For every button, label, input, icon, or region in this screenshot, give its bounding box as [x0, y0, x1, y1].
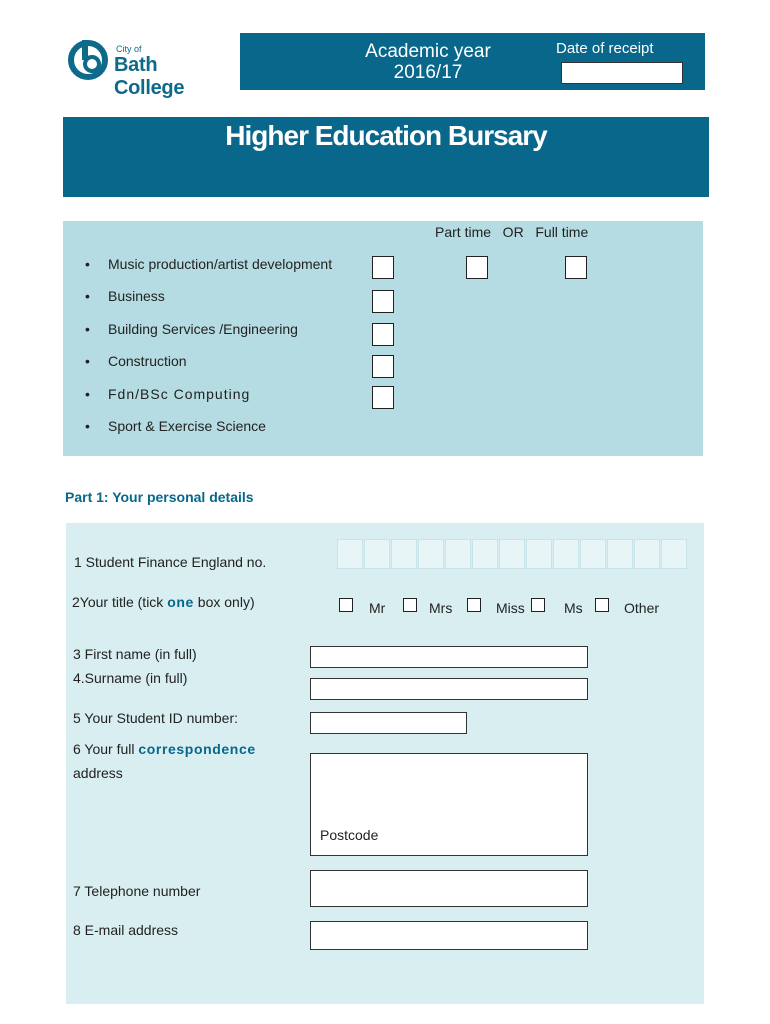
title-label-post: box only) [193, 594, 255, 610]
sfe-digit-cell[interactable] [472, 539, 498, 569]
course-label: Construction [108, 353, 187, 369]
bullet: • [85, 386, 90, 402]
personal-details-panel [66, 523, 704, 1004]
address-label-pre: 6 Your full [73, 741, 139, 757]
title-mrs-checkbox[interactable] [403, 598, 417, 612]
course-checkbox-building-services[interactable] [372, 323, 394, 346]
sfe-digit-cell[interactable] [499, 539, 525, 569]
bullet: • [85, 321, 90, 337]
title-label [72, 594, 255, 610]
student-id-field[interactable] [310, 712, 467, 734]
surname-field[interactable] [310, 678, 588, 700]
address-field[interactable] [310, 753, 588, 856]
part-time-checkbox-music[interactable] [466, 256, 488, 279]
postcode-label: Postcode [320, 827, 379, 843]
date-of-receipt-label: Date of receipt [556, 40, 654, 57]
sfe-digit-cell[interactable] [607, 539, 633, 569]
academic-year-label: Academic year [365, 41, 491, 62]
title-ms-label: Ms [564, 600, 583, 616]
courses-panel [63, 221, 703, 456]
date-of-receipt-field[interactable] [561, 62, 683, 84]
title-mrs-label: Mrs [429, 600, 453, 616]
sfe-digit-cell[interactable] [391, 539, 417, 569]
bullet: • [85, 256, 90, 272]
title-mr-label: Mr [369, 600, 386, 616]
logo-name: Bath College [114, 54, 185, 99]
sfe-digit-cell[interactable] [580, 539, 606, 569]
page-title: Higher Education Bursary [225, 120, 547, 151]
academic-year-value: 2016/17 [393, 62, 463, 83]
sfe-digit-cell[interactable] [445, 539, 471, 569]
telephone-label: 7 Telephone number [73, 883, 201, 899]
course-label: Music production/artist development [108, 256, 333, 272]
sfe-label: 1 Student Finance England no. [74, 554, 267, 570]
address-label [73, 741, 256, 757]
surname-label: 4.Surname (in full) [73, 670, 188, 686]
title-label-emphasis: one [167, 594, 194, 610]
course-checkbox-business[interactable] [372, 290, 394, 313]
course-label: Sport & Exercise Science [108, 418, 266, 434]
telephone-field[interactable] [310, 870, 588, 907]
logo-small-text: City of [116, 44, 142, 54]
college-logo [68, 40, 228, 99]
title-mr-checkbox[interactable] [339, 598, 353, 612]
course-checkbox-music[interactable] [372, 256, 394, 279]
header-box [240, 33, 705, 90]
academic-year [338, 41, 518, 83]
address-label-line2: address [73, 765, 123, 781]
title-other-label: Other [624, 600, 660, 616]
title-other-checkbox[interactable] [595, 598, 609, 612]
full-time-checkbox-music[interactable] [565, 256, 587, 279]
title-ms-checkbox[interactable] [531, 598, 545, 612]
address-label-emphasis: correspondence [138, 741, 256, 757]
sfe-digit-cell[interactable] [526, 539, 552, 569]
student-id-label: 5 Your Student ID number: [73, 710, 238, 726]
sfe-digit-cell[interactable] [418, 539, 444, 569]
part1-heading: Part 1: Your personal details [65, 489, 254, 505]
sfe-digit-cell[interactable] [634, 539, 660, 569]
title-band [63, 117, 709, 197]
logo-mark-icon [68, 40, 108, 80]
course-label: Building Services /Engineering [108, 321, 298, 337]
sfe-digit-cell[interactable] [337, 539, 363, 569]
sfe-digit-cell[interactable] [661, 539, 687, 569]
email-label: 8 E-mail address [73, 922, 179, 938]
title-label-pre: 2Your title (tick [72, 594, 168, 610]
sfe-digit-cell[interactable] [364, 539, 390, 569]
first-name-field[interactable] [310, 646, 588, 668]
course-label: Fdn/BSc Computing [108, 386, 251, 402]
sfe-digit-cell[interactable] [553, 539, 579, 569]
title-miss-checkbox[interactable] [467, 598, 481, 612]
course-checkbox-computing[interactable] [372, 386, 394, 409]
bullet: • [85, 418, 90, 434]
bullet: • [85, 353, 90, 369]
bullet: • [85, 288, 90, 304]
mode-header: Part time OR Full time [435, 224, 589, 240]
first-name-label: 3 First name (in full) [73, 646, 197, 662]
title-miss-label: Miss [496, 600, 525, 616]
course-label: Business [108, 288, 165, 304]
course-checkbox-construction[interactable] [372, 355, 394, 378]
email-field[interactable] [310, 921, 588, 950]
